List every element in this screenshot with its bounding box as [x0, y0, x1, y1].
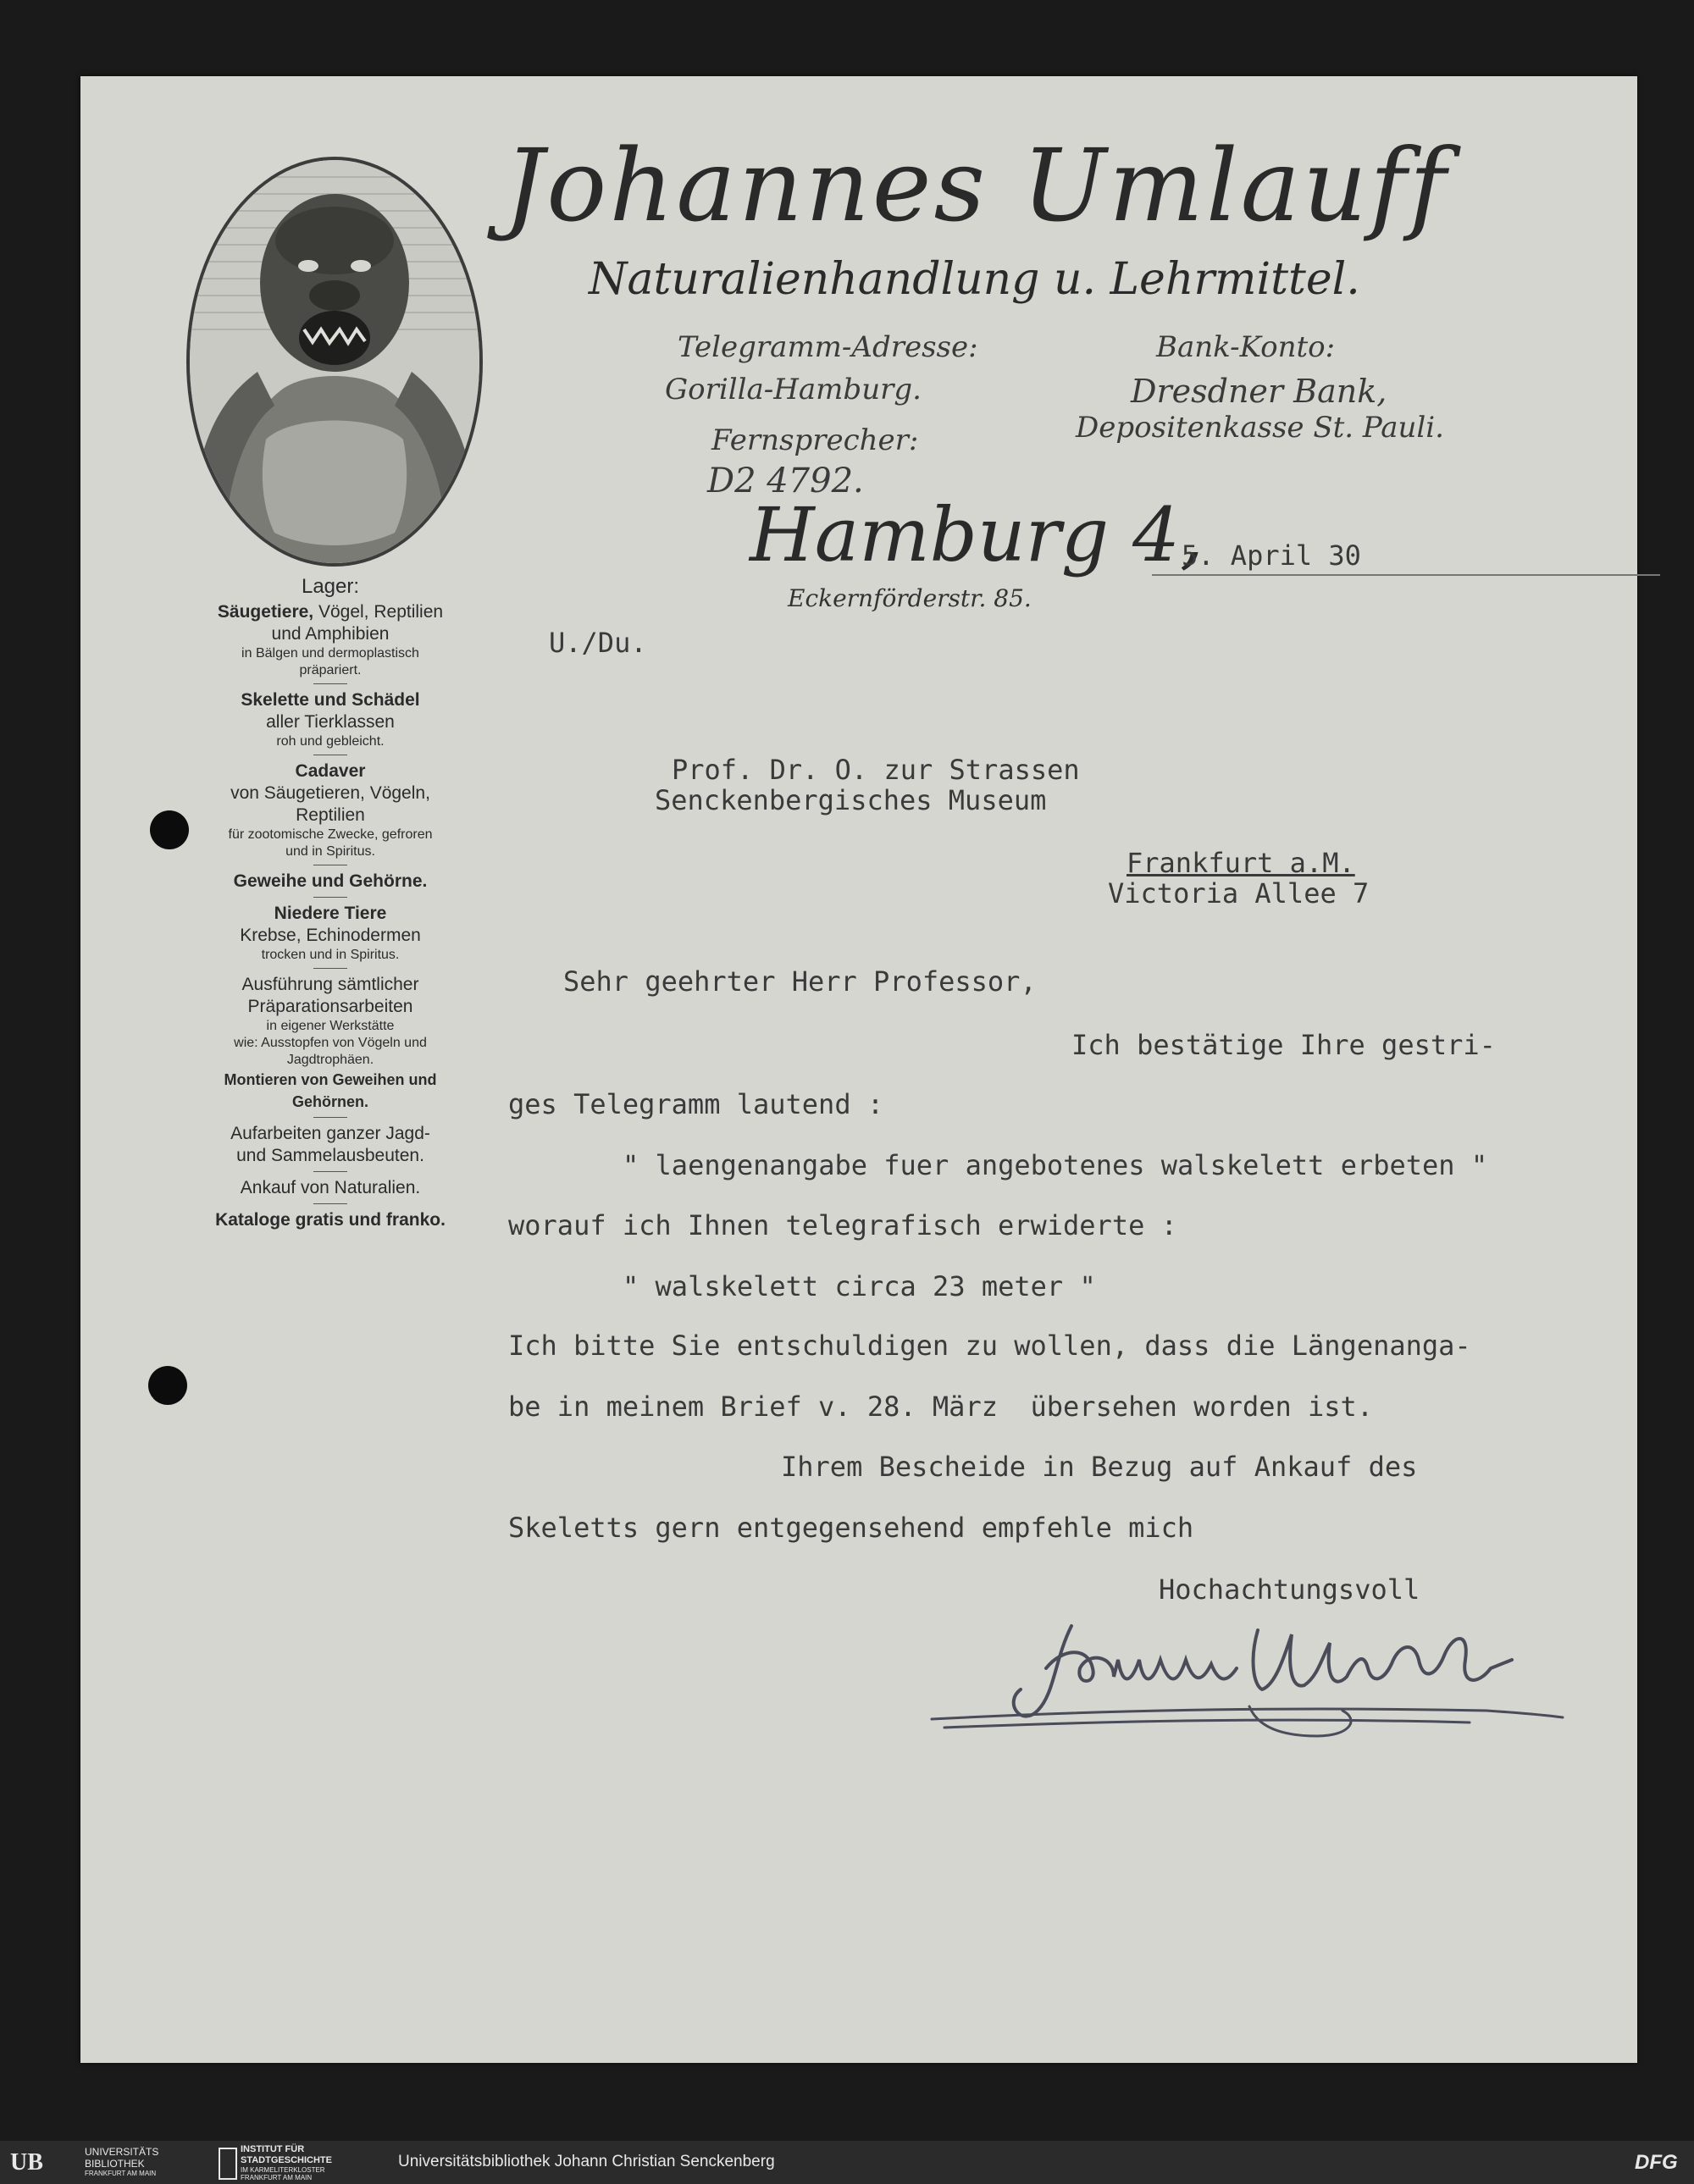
sidebar-bold: Geweihe und Gehörne.: [233, 871, 428, 891]
body-line: worauf ich Ihnen telegrafisch erwiderte :: [508, 1209, 1177, 1241]
recipient-institution: Senckenbergisches Museum: [655, 784, 1047, 816]
sidebar-title: Lager:: [301, 575, 360, 598]
phone-label: Fernsprecher:: [711, 423, 919, 457]
sidebar-bold: Säugetiere,: [217, 602, 314, 622]
library-name: Universitätsbibliothek Johann Christian Senckenberg: [398, 2153, 775, 2170]
body-line: Ihrem Bescheide in Bezug auf Ankauf des: [781, 1451, 1418, 1483]
sidebar-bold: Gehörnen.: [291, 1093, 368, 1110]
letter-date: 5. April 30: [1182, 539, 1361, 572]
sidebar-bold: Montieren von Geweihen und: [224, 1071, 437, 1088]
letter-page: [80, 76, 1637, 2063]
sidebar-small: und in Spiritus.: [285, 844, 375, 859]
body-line: ges Telegramm lautend :: [508, 1088, 884, 1120]
sidebar-line: [165, 601, 495, 623]
isg-text-4: FRANKFURT AM MAIN: [241, 2174, 313, 2181]
sidebar-divider: [313, 897, 347, 898]
sidebar-line: und Sammelausbeuten.: [236, 1146, 424, 1165]
sidebar-small: in Bälgen und dermoplastisch: [241, 646, 419, 661]
recipient-street: Victoria Allee 7: [1108, 877, 1370, 910]
dfg-logo: DFG: [1635, 2151, 1678, 2174]
sidebar-line: Krebse, Echinodermen: [240, 926, 421, 945]
telegram-label: Telegramm-Adresse:: [678, 330, 978, 364]
body-line: Ich bestätige Ihre gestri-: [1071, 1029, 1496, 1061]
signature: [927, 1609, 1571, 1744]
firm-subtitle: Naturalienhandlung u. Lehrmittel.: [589, 254, 1360, 305]
ub-text-1: UNIVERSITÄTS: [85, 2146, 159, 2158]
isg-text-1: INSTITUT FÜR: [241, 2144, 305, 2154]
sidebar-divider: [313, 1171, 347, 1172]
isg-logo-icon: [219, 2148, 237, 2180]
sidebar-line: aller Tierklassen: [266, 712, 395, 732]
sidebar-bold: Cadaver: [295, 761, 366, 781]
recipient-name: Prof. Dr. O. zur Strassen: [672, 754, 1080, 786]
sidebar-small: trocken und in Spiritus.: [261, 948, 400, 962]
sidebar-small: für zootomische Zwecke, gefroren: [228, 827, 433, 842]
reference-code: U./Du.: [549, 627, 647, 659]
sidebar-bold: Skelette und Schädel: [241, 690, 420, 710]
sidebar-divider: [313, 683, 347, 684]
body-line: be in meinem Brief v. 28. März übersehen worden ist.: [508, 1391, 1374, 1423]
sidebar-line: Ankauf von Naturalien.: [240, 1178, 421, 1197]
punch-hole-bottom: [148, 1366, 187, 1405]
body-line: Ich bitte Sie entschuldigen zu wollen, dass die Längenanga-: [508, 1330, 1471, 1362]
body-line: Skeletts gern entgegensehend empfehle mich: [508, 1512, 1194, 1544]
ub-text-3: FRANKFURT AM MAIN: [85, 2170, 157, 2177]
bank-label: Bank-Konto:: [1156, 330, 1336, 364]
street-address: Eckernförderstr. 85.: [788, 584, 1032, 612]
sidebar-line: Ausführung sämtlicher: [241, 975, 419, 994]
isg-text-2: STADTGESCHICHTE: [241, 2155, 332, 2165]
stock-sidebar: [165, 576, 495, 1231]
recipient-city: Frankfurt a.M.: [1127, 847, 1355, 879]
date-rule: [1152, 574, 1660, 576]
isg-text-3: IM KARMELITERKLOSTER: [241, 2166, 325, 2174]
sidebar-line: von Säugetieren, Vögeln,: [230, 783, 430, 803]
ub-text-2: BIBLIOTHEK: [85, 2158, 145, 2170]
bank-name: Dresdner Bank,: [1131, 373, 1387, 410]
body-line: " laengenangabe fuer angebotenes walskelett erbeten ": [623, 1149, 1488, 1181]
gorilla-portrait: [186, 157, 483, 567]
sidebar-divider: [313, 968, 347, 969]
sidebar-text: Vögel, Reptilien: [313, 602, 444, 622]
sidebar-bold: Kataloge gratis und franko.: [215, 1210, 446, 1230]
city: Hamburg 4,: [750, 491, 1204, 578]
sidebar-small: Jagdtrophäen.: [286, 1053, 374, 1067]
sidebar-small: in eigener Werkstätte: [266, 1019, 395, 1033]
footer-bar: [0, 2141, 1694, 2184]
sidebar-line: und Amphibien: [271, 624, 390, 644]
ub-logo: UB: [10, 2149, 43, 2176]
salutation: Sehr geehrter Herr Professor,: [563, 965, 1037, 998]
sidebar-line: Reptilien: [296, 805, 365, 825]
bank-branch: Depositenkasse St. Pauli.: [1076, 411, 1444, 445]
firm-name: Johannes Umlauff: [504, 127, 1449, 244]
telegram-value: Gorilla-Hamburg.: [665, 373, 922, 406]
closing: Hochachtungsvoll: [1159, 1573, 1420, 1606]
sidebar-small: präpariert.: [299, 663, 362, 677]
sidebar-line: Präparationsarbeiten: [247, 997, 413, 1016]
sidebar-divider: [313, 1203, 347, 1204]
sidebar-divider: [313, 1117, 347, 1118]
gorilla-illustration: [190, 160, 479, 563]
sidebar-small: wie: Ausstopfen von Vögeln und: [234, 1036, 427, 1050]
phone-value: D2 4792.: [707, 462, 864, 500]
sidebar-small: roh und gebleicht.: [276, 734, 385, 749]
sidebar-line: Aufarbeiten ganzer Jagd-: [230, 1124, 430, 1143]
body-line: " walskelett circa 23 meter ": [623, 1270, 1096, 1302]
sidebar-bold: Niedere Tiere: [274, 904, 387, 923]
